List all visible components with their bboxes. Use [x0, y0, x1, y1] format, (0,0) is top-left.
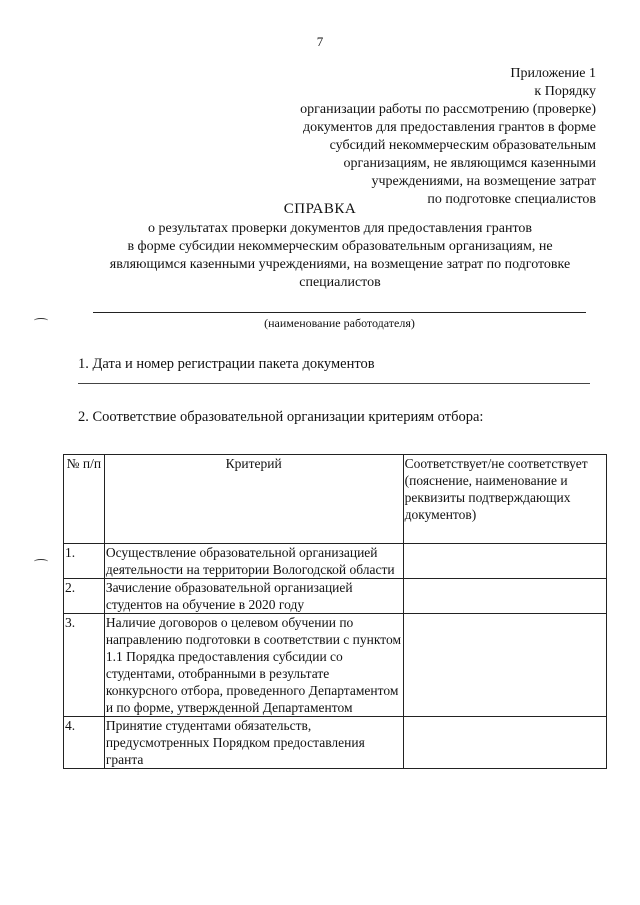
- margin-mark: [34, 318, 48, 323]
- row-number: 1.: [64, 544, 105, 579]
- row-status: [403, 717, 606, 769]
- subtitle-line: являющимся казенными учреждениями, на возмещение затрат по подготовке: [109, 257, 571, 272]
- appendix-line: Приложение 1: [510, 66, 596, 81]
- header-criterion: Критерий: [104, 455, 403, 544]
- appendix-line: субсидий некоммерческим образовательным: [329, 138, 596, 153]
- appendix-line: учреждениями, на возмещение затрат: [371, 174, 596, 189]
- row-status: [403, 579, 606, 614]
- table-row: [64, 544, 607, 579]
- appendix-line: к Порядку: [534, 84, 596, 99]
- row-number: 4.: [64, 717, 105, 769]
- row-number: 2.: [64, 579, 105, 614]
- subtitle-line: в форме субсидии некоммерческим образовательным организациям, не: [127, 239, 553, 254]
- subtitle-line: специалистов: [299, 275, 381, 290]
- document-subtitle: [50, 220, 630, 292]
- table-row: [64, 717, 607, 769]
- item-1-label: 1. Дата и номер регистрации пакета документов: [78, 356, 375, 372]
- row-criterion: Принятие студентами обязательств, предусмотренных Порядком предоставления гранта: [104, 717, 403, 769]
- table-row: [64, 579, 607, 614]
- row-number: 3.: [64, 614, 105, 717]
- appendix-line: организации работы по рассмотрению (проверке): [300, 102, 596, 117]
- subtitle-line: о результатах проверки документов для предоставления грантов: [148, 221, 532, 236]
- appendix-header: [236, 65, 596, 209]
- appendix-line: документов для предоставления грантов в форме: [303, 120, 596, 135]
- item-1-fill-line: [78, 383, 590, 384]
- row-criterion: Наличие договоров о целевом обучении по направлению подготовки в соответствии с пунктом 1.1 Порядка предоставления субсидии со студентами, отобранными в результате конкурсного отбора, проведенного Департаментом и по форме, утвержденной Департаментом: [104, 614, 403, 717]
- employer-caption: (наименование работодателя): [264, 316, 415, 330]
- employer-name-line: [93, 312, 586, 313]
- header-status: Соответствует/не соответствует (пояснение, наименование и реквизиты подтверждающих документов): [403, 455, 606, 544]
- table-row: [64, 614, 607, 717]
- margin-mark: [34, 559, 48, 564]
- table-header-row: [64, 455, 607, 544]
- item-2-label: 2. Соответствие образовательной организации критериям отбора:: [78, 409, 484, 425]
- criteria-table: [63, 454, 607, 769]
- row-status: [403, 614, 606, 717]
- appendix-line: организациям, не являющимся казенными: [343, 156, 596, 171]
- document-title: СПРАВКА: [283, 201, 357, 217]
- row-status: [403, 544, 606, 579]
- row-criterion: Осуществление образовательной организацией деятельности на территории Вологодской области: [104, 544, 403, 579]
- appendix-line: по подготовке специалистов: [427, 192, 596, 207]
- header-number: № п/п: [64, 455, 105, 544]
- row-criterion: Зачисление образовательной организацией студентов на обучение в 2020 году: [104, 579, 403, 614]
- page-number: 7: [316, 34, 324, 49]
